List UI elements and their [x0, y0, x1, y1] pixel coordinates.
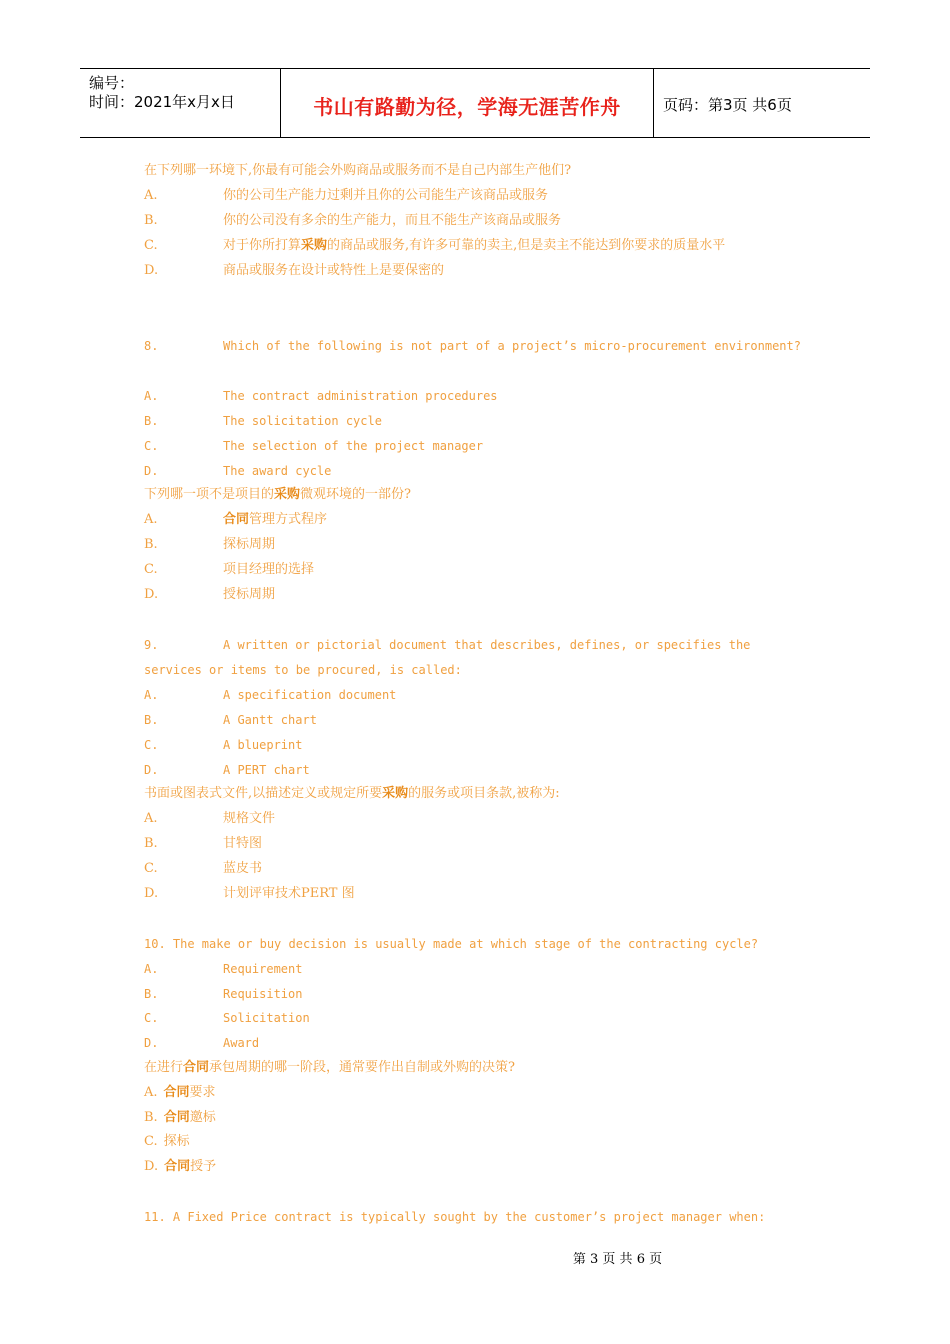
option-text: 你的公司生产能力过剩并且你的公司能生产该商品或服务	[223, 188, 549, 203]
option-text: 你的公司没有多余的生产能力，而且不能生产该商品或服务	[223, 213, 562, 228]
option-label: D.	[144, 587, 159, 602]
option-label: C.	[144, 738, 159, 752]
q9-cn-option-d	[144, 886, 355, 902]
option-label: D.	[144, 1159, 159, 1174]
q10-cn-option-d	[144, 1159, 216, 1175]
q8-en-option-b	[144, 413, 382, 429]
option-label: B.	[144, 987, 159, 1001]
option-text: 探标周期	[223, 537, 276, 552]
q9-cn-option-c	[144, 861, 262, 877]
option-label: C.	[144, 439, 159, 453]
date-label: 时间：2021年x月x日	[89, 93, 235, 111]
option-text-post: 的商品或服务,有许多可靠的卖主,但是卖主不能达到你要求的质量水平	[327, 238, 726, 253]
q9-en-question-line1	[144, 637, 750, 653]
q7-cn-question: 在下列哪一环境下,你最有可能会外购商品或服务而不是自己内部生产他们?	[144, 163, 572, 178]
q9-cn-question	[144, 786, 560, 802]
option-label: B.	[144, 414, 159, 428]
question-text-bold: 采购	[274, 487, 301, 502]
question-text-pre: 在进行	[144, 1060, 184, 1075]
option-label: D.	[144, 1036, 159, 1050]
option-label: B.	[144, 1110, 158, 1125]
q8-cn-option-d	[144, 587, 275, 603]
option-label: B.	[144, 213, 158, 228]
page-footer: 第 3 页 共 6 页	[572, 1252, 663, 1267]
header-page-cell	[654, 69, 870, 137]
option-text: A Gantt chart	[223, 713, 317, 727]
q9-cn-option-a	[144, 811, 275, 827]
option-text: 规格文件	[223, 811, 276, 826]
option-label: A.	[144, 688, 159, 702]
q7-cn-option-c	[144, 238, 725, 254]
header-motto: 书山有路勤为径，学海无涯苦作舟	[313, 95, 621, 119]
question-text-bold: 采购	[382, 786, 409, 801]
q10-en-question: 10. The make or buy decision is usually made at which stage of the contracting cycle?	[144, 937, 759, 951]
option-text: A blueprint	[223, 738, 303, 752]
q10-en-option-c	[144, 1010, 310, 1026]
option-text: A specification document	[223, 688, 397, 702]
option-text: 项目经理的选择	[223, 562, 315, 577]
option-label: C.	[144, 1011, 159, 1025]
option-text: Requisition	[223, 987, 303, 1001]
q9-cn-option-b	[144, 836, 262, 852]
option-text-bold: 合同	[164, 1159, 191, 1174]
q8-cn-option-c	[144, 562, 314, 578]
q10-en-option-d	[144, 1035, 259, 1051]
option-label: A.	[144, 811, 158, 826]
question-text: Which of the following is not part of a project’s micro-procurement environment?	[223, 339, 801, 353]
option-label: C.	[144, 238, 158, 253]
q8-en-option-a	[144, 388, 498, 404]
option-label: D.	[144, 763, 159, 777]
q9-en-option-d	[144, 762, 310, 778]
q10-cn-option-a	[144, 1085, 216, 1101]
q9-en-option-c	[144, 737, 302, 753]
option-text-post: 要求	[189, 1085, 216, 1100]
option-label: C.	[144, 1134, 158, 1149]
option-text: 蓝皮书	[223, 861, 263, 876]
option-text-bold: 合同	[223, 512, 250, 527]
q9-en-option-b	[144, 712, 317, 728]
option-label: A.	[144, 512, 158, 527]
option-text: 计划评审技术PERT 图	[223, 886, 355, 901]
q9-en-question-line2: services or items to be procured, is called:	[144, 663, 462, 677]
question-text: A written or pictorial document that describes, defines, or specifies the	[223, 638, 751, 652]
option-text: The award cycle	[223, 464, 332, 478]
option-label: D.	[144, 263, 159, 278]
option-text: The solicitation cycle	[223, 414, 382, 428]
option-text-post: 授予	[190, 1159, 217, 1174]
q8-en-option-d	[144, 463, 331, 479]
question-text-bold: 合同	[183, 1060, 210, 1075]
option-text-post: 邀标	[189, 1110, 216, 1125]
option-text-bold: 合同	[163, 1085, 190, 1100]
option-label: B.	[144, 713, 159, 727]
page-header	[80, 68, 870, 138]
question-number: 9.	[144, 638, 159, 652]
q10-en-option-a	[144, 961, 302, 977]
q8-en-question	[144, 338, 801, 354]
q10-en-option-b	[144, 986, 302, 1002]
question-number: 8.	[144, 339, 159, 353]
q7-cn-option-b	[144, 213, 561, 229]
option-text-bold: 合同	[163, 1110, 190, 1125]
q8-cn-option-a	[144, 512, 327, 528]
q8-cn-question	[144, 487, 411, 503]
q10-cn-option-b	[144, 1110, 216, 1126]
option-label: A.	[144, 389, 159, 403]
option-label: D.	[144, 464, 159, 478]
q10-cn-option-c	[144, 1134, 190, 1150]
serial-label: 编号：	[89, 74, 135, 92]
option-label: B.	[144, 537, 158, 552]
option-text-pre: 对于你所打算	[223, 238, 302, 253]
option-text: 商品或服务在设计或特性上是要保密的	[223, 263, 445, 278]
question-text-pre: 书面或图表式文件,以描述定义或规定所要	[144, 786, 383, 801]
option-text: 授标周期	[223, 587, 276, 602]
question-text-pre: 下列哪一项不是项目的	[144, 487, 275, 502]
option-text: 甘特图	[223, 836, 263, 851]
q8-cn-option-b	[144, 537, 275, 553]
option-text: Solicitation	[223, 1011, 310, 1025]
option-text: Award	[223, 1036, 260, 1050]
question-text-post: 承包周期的哪一阶段，通常要作出自制或外购的决策?	[209, 1060, 516, 1075]
option-label: A.	[144, 188, 158, 203]
q7-cn-option-d	[144, 263, 444, 279]
option-label: D.	[144, 886, 159, 901]
option-label: C.	[144, 861, 158, 876]
option-label: A.	[144, 962, 159, 976]
option-text: Requirement	[223, 962, 303, 976]
q9-en-option-a	[144, 687, 396, 703]
header-meta-cell	[80, 69, 281, 137]
option-text-bold: 采购	[301, 238, 328, 253]
option-text-post: 管理方式程序	[249, 512, 328, 527]
question-text-post: 微观环境的一部份?	[300, 487, 412, 502]
option-label: C.	[144, 562, 158, 577]
q10-cn-question	[144, 1060, 515, 1076]
q11-en-question: 11. A Fixed Price contract is typically sought by the customer’s project manager when:	[144, 1210, 766, 1224]
header-page-number: 页码：第3页 共6页	[663, 96, 792, 114]
option-label: A.	[144, 1085, 158, 1100]
option-text: A PERT chart	[223, 763, 310, 777]
option-text: 探标	[163, 1134, 190, 1149]
option-text: The contract administration procedures	[223, 389, 498, 403]
option-text: The selection of the project manager	[223, 439, 484, 453]
q8-en-option-c	[144, 438, 483, 454]
header-motto-cell	[281, 69, 654, 137]
option-label: B.	[144, 836, 158, 851]
q7-cn-option-a	[144, 188, 548, 204]
question-text-post: 的服务或项目条款,被称为:	[408, 786, 560, 801]
